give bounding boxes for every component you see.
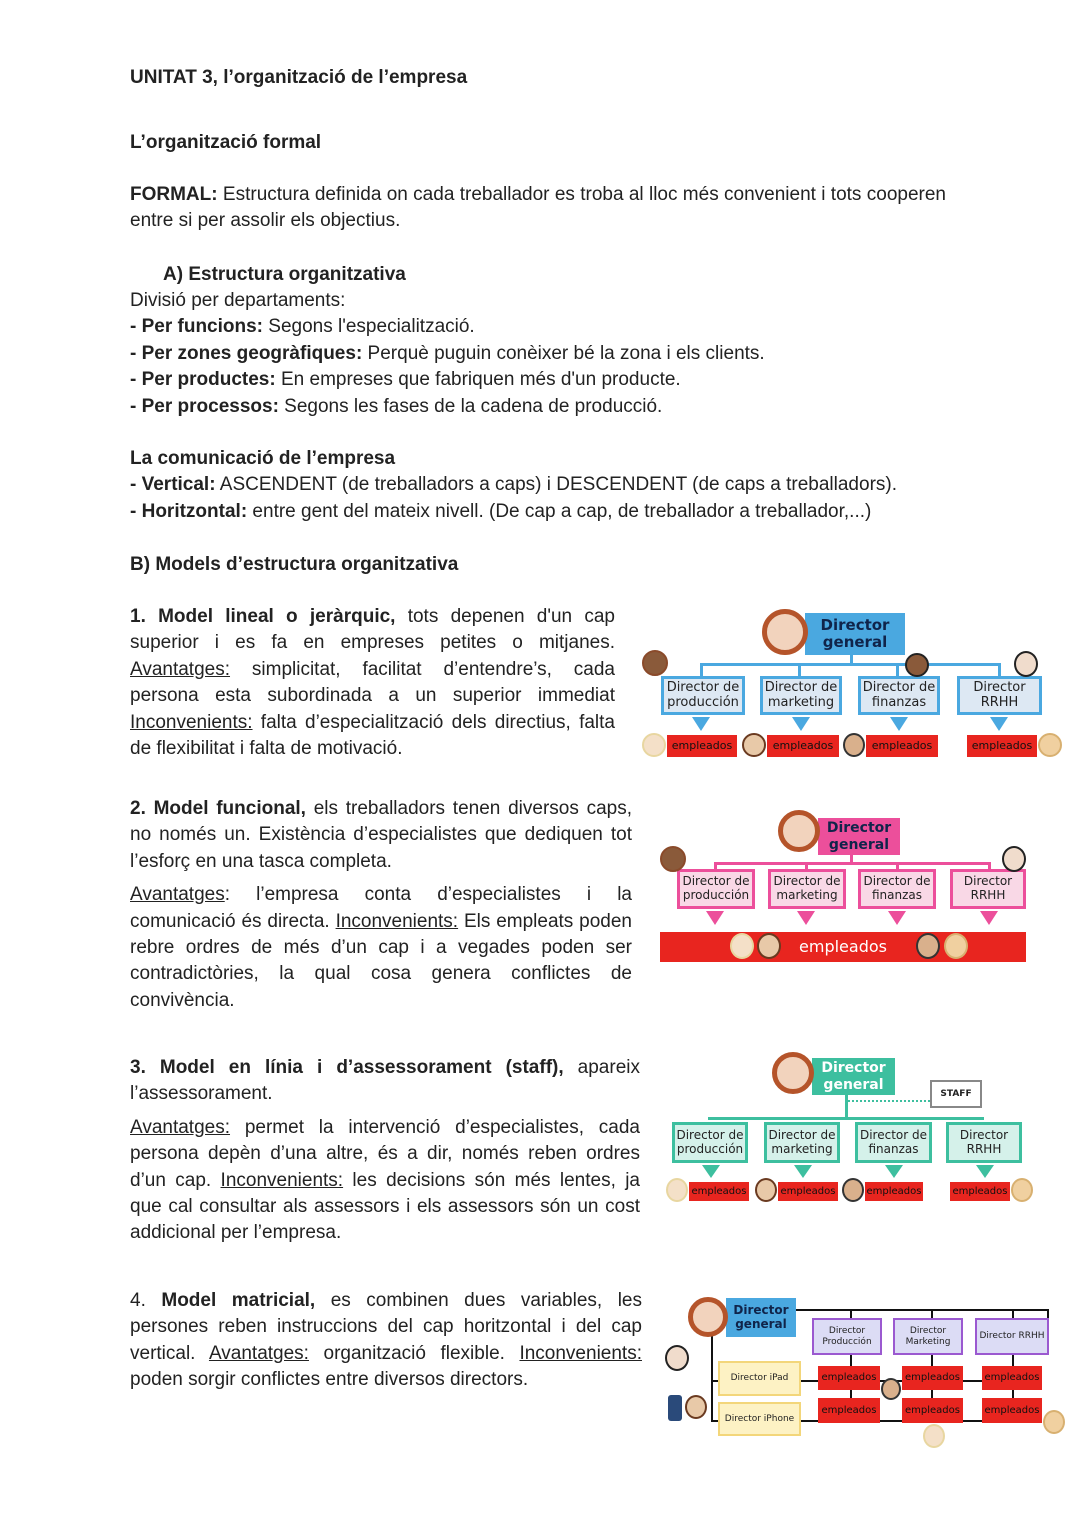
- avatar-icon: [642, 650, 668, 676]
- section-b-heading: B) Models d’estructura organitzativa: [130, 554, 459, 575]
- dept-box: Director RRHH: [975, 1318, 1049, 1355]
- employees-box: empleados: [902, 1398, 963, 1423]
- phone-icon: [668, 1395, 682, 1421]
- employees-box: empleados: [818, 1398, 880, 1423]
- intro: Divisió per departaments:: [130, 290, 346, 311]
- employees-box: empleados: [778, 1182, 838, 1201]
- employees-box: empleados: [982, 1398, 1042, 1423]
- formal-heading: L’organització formal: [130, 132, 322, 153]
- avatar-icon: [881, 1378, 901, 1400]
- avatar-icon: [772, 1052, 814, 1094]
- avatar-icon: [642, 733, 666, 757]
- avatar-icon: [1014, 651, 1038, 677]
- communication-section: [130, 446, 897, 525]
- avatar-icon: [757, 933, 781, 959]
- dept-box: Director RRHH: [957, 676, 1042, 715]
- list-item: - Per funcions: Segons l'especialització.: [130, 316, 475, 338]
- director-general-box: Director general: [805, 613, 905, 655]
- employees-box: empleados: [902, 1366, 963, 1390]
- avatar-icon: [905, 653, 929, 677]
- staff-box: STAFF: [930, 1080, 982, 1108]
- list-item: - Per productes: En empreses que fabriquen més d'un producte.: [130, 369, 681, 391]
- dept-box: Director Producción: [812, 1318, 882, 1355]
- dept-box: Director RRHH: [950, 869, 1026, 909]
- avatar-icon: [666, 1178, 688, 1202]
- term: FORMAL:: [130, 184, 218, 205]
- dept-box: Director de finanzas: [855, 1122, 932, 1163]
- employees-box: empleados: [667, 735, 737, 757]
- employees-box: empleados: [950, 1182, 1010, 1201]
- avatar-icon: [1002, 846, 1026, 872]
- dept-box: Director de producción: [677, 869, 755, 909]
- list-item: - Per zones geogràfiques: Perquè puguin conèixer bé la zona i els clients.: [130, 342, 765, 364]
- dept-box: Director RRHH: [946, 1122, 1022, 1163]
- avatar-icon: [923, 1424, 945, 1448]
- list-item: - Vertical: ASCENDENT (de treballadors a caps) i DESCENDENT (de caps a treballadors).: [130, 474, 897, 496]
- avatar-icon: [755, 1178, 777, 1202]
- dept-box: Director de marketing: [760, 676, 842, 715]
- employees-box: empleados: [982, 1366, 1042, 1390]
- avatar-icon: [843, 733, 865, 757]
- model-1-text: 1. Model lineal o jeràrquic, tots depenen d'un cap superior i es fa en empreses petites o mitjanes. Avantatges: simplicitat, facilitat d’entendre’s, cada persona esta subordinada a un superior immediat Inconvenients: falta d’especialització dels directius, falta de flexibilitat i falta de motivació.: [130, 606, 615, 760]
- dept-box: Director de finanzas: [858, 869, 936, 909]
- formal-paragraph: [130, 182, 946, 235]
- avatar-icon: [944, 933, 968, 959]
- employees-box: empleados: [865, 1182, 923, 1201]
- avatar-icon: [742, 733, 766, 757]
- avatar-icon: [1038, 733, 1062, 757]
- avatar-icon: [730, 933, 754, 959]
- dept-box: Director de producción: [672, 1122, 748, 1163]
- employees-box: empleados: [818, 1366, 880, 1390]
- model-3-text: 3. Model en línia i d’assessorament (staff), apareix l’assessorament. Avantatges: permet la intervenció d’especialistes, cada persona depèn d’una altre, és a dir, només reben ordres d’un cap. Inconvenients: les decisions són més lentes, ja que cal consultar als assessors i els assessors són un cost addicional per l’empresa.: [130, 1057, 640, 1244]
- dept-box: Director de marketing: [768, 869, 846, 909]
- list-item: - Horitzontal: entre gent del mateix nivell. (De cap a cap, de treballador a treballador,...): [130, 500, 872, 522]
- director-general-box: Director general: [818, 818, 900, 855]
- model-4-text: 4. Model matricial, es combinen dues variables, les persones reben instruccions del cap horitzontal i del cap vertical. Avantatges: organització flexible. Inconvenients: poden sorgir conflictes entre diversos directors.: [130, 1290, 642, 1391]
- product-box: Director iPhone: [718, 1402, 801, 1436]
- avatar-icon: [762, 609, 808, 655]
- avatar-icon: [685, 1395, 707, 1419]
- model-2-text: 2. Model funcional, els treballadors tenen diversos caps, no només un. Existència d’especialistes que dediquen tot l’esforç en una tasca completa. Avantatges: l’empresa conta d’especialistes i la comunicació és directa. Inconvenients: Els empleats poden rebre ordres de més d’un cap i a vegades poden ser contradictòries, la qual cosa genera conflictes de convivència.: [130, 798, 633, 1011]
- dept-box: Director de marketing: [764, 1122, 840, 1163]
- product-box: Director iPad: [718, 1361, 801, 1396]
- director-general-box: Director general: [812, 1058, 895, 1095]
- avatar-icon: [1011, 1178, 1033, 1202]
- avatar-icon: [688, 1297, 728, 1337]
- dept-box: Director de producción: [661, 676, 745, 715]
- director-general-box: Director general: [726, 1298, 796, 1337]
- employees-bar: empleados: [660, 932, 1026, 962]
- dept-box: Director de finanzas: [858, 676, 940, 715]
- avatar-icon: [1043, 1410, 1065, 1434]
- section-a-body: [130, 288, 765, 420]
- section-a-heading: A) Estructura organitzativa: [163, 264, 406, 285]
- employees-box: empleados: [866, 735, 938, 757]
- list-item: - Per processos: Segons les fases de la cadena de producció.: [130, 395, 663, 417]
- avatar-icon: [842, 1178, 864, 1202]
- employees-box: empleados: [767, 735, 839, 757]
- avatar-icon: [665, 1345, 689, 1371]
- page-title: UNITAT 3, l’organització de l’empresa: [130, 67, 468, 88]
- avatar-icon: [778, 810, 820, 852]
- dept-box: Director Marketing: [893, 1318, 963, 1355]
- text: Estructura definida on cada treballador es troba al lloc més convenient i tots cooperen entre si per assolir els objectius.: [130, 184, 946, 232]
- avatar-icon: [660, 846, 686, 872]
- avatar-icon: [916, 933, 940, 959]
- employees-box: empleados: [689, 1182, 749, 1201]
- employees-box: empleados: [967, 735, 1037, 757]
- communication-heading: La comunicació de l’empresa: [130, 448, 396, 469]
